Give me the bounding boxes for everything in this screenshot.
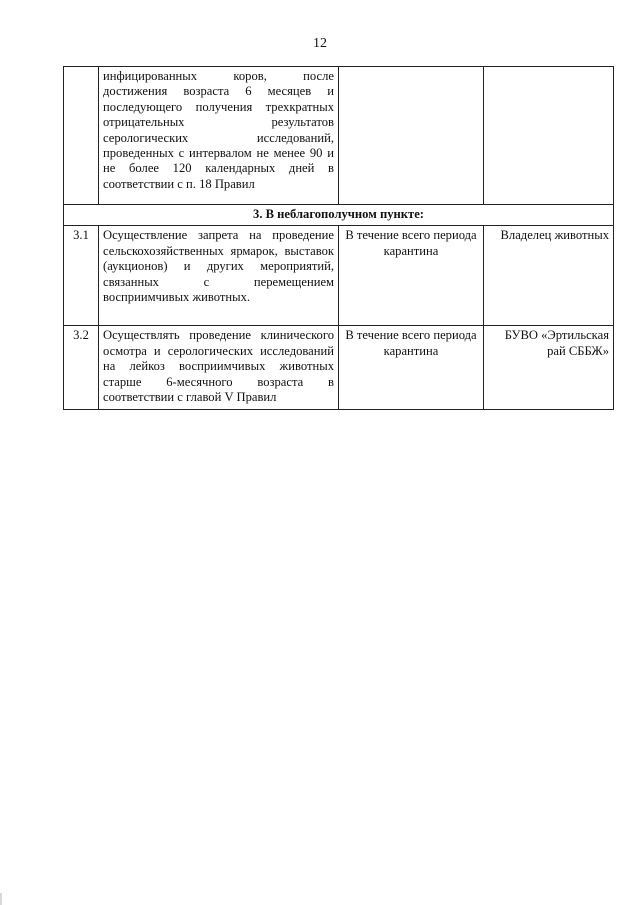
responsible-cell (484, 67, 614, 205)
section-header-row (64, 205, 614, 226)
activity-cell: Осуществление запрета на проведение сельскохозяйственных ярмарок, выставок (аукционов) и других мероприятий, связанных с перемещением восприимчивых животных. (99, 226, 339, 326)
responsible-cell: Владелец животных (484, 226, 614, 326)
row-number-cell: 3.1 (64, 226, 99, 326)
measures-table (63, 66, 614, 410)
term-cell: В течение всего периода карантина (339, 226, 484, 326)
table-row (64, 326, 614, 410)
section-title: 3. В неблагополучном пункте: (64, 205, 614, 226)
row-number-cell (64, 67, 99, 205)
table-row (64, 67, 614, 205)
activity-cell: инфицированных коров, после достижения возраста 6 месяцев и последующего получения трехкратных отрицательных результатов серологических исследований, проведенных с интервалом не менее 90 и не более 120 календарных дней в соответствии с п. 18 Правил (99, 67, 339, 205)
activity-cell: Осуществлять проведение клинического осмотра и серологических исследований на лейкоз восприимчивых животных старше 6-месячного возраста в соответствии с главой V Правил (99, 326, 339, 410)
term-cell (339, 67, 484, 205)
page-number: 12 (313, 36, 327, 51)
row-number-cell: 3.2 (64, 326, 99, 410)
term-cell: В течение всего периода карантина (339, 326, 484, 410)
table-row (64, 226, 614, 326)
responsible-cell: БУВО «Эртильская рай СББЖ» (484, 326, 614, 410)
scan-edge-mark (0, 893, 2, 905)
